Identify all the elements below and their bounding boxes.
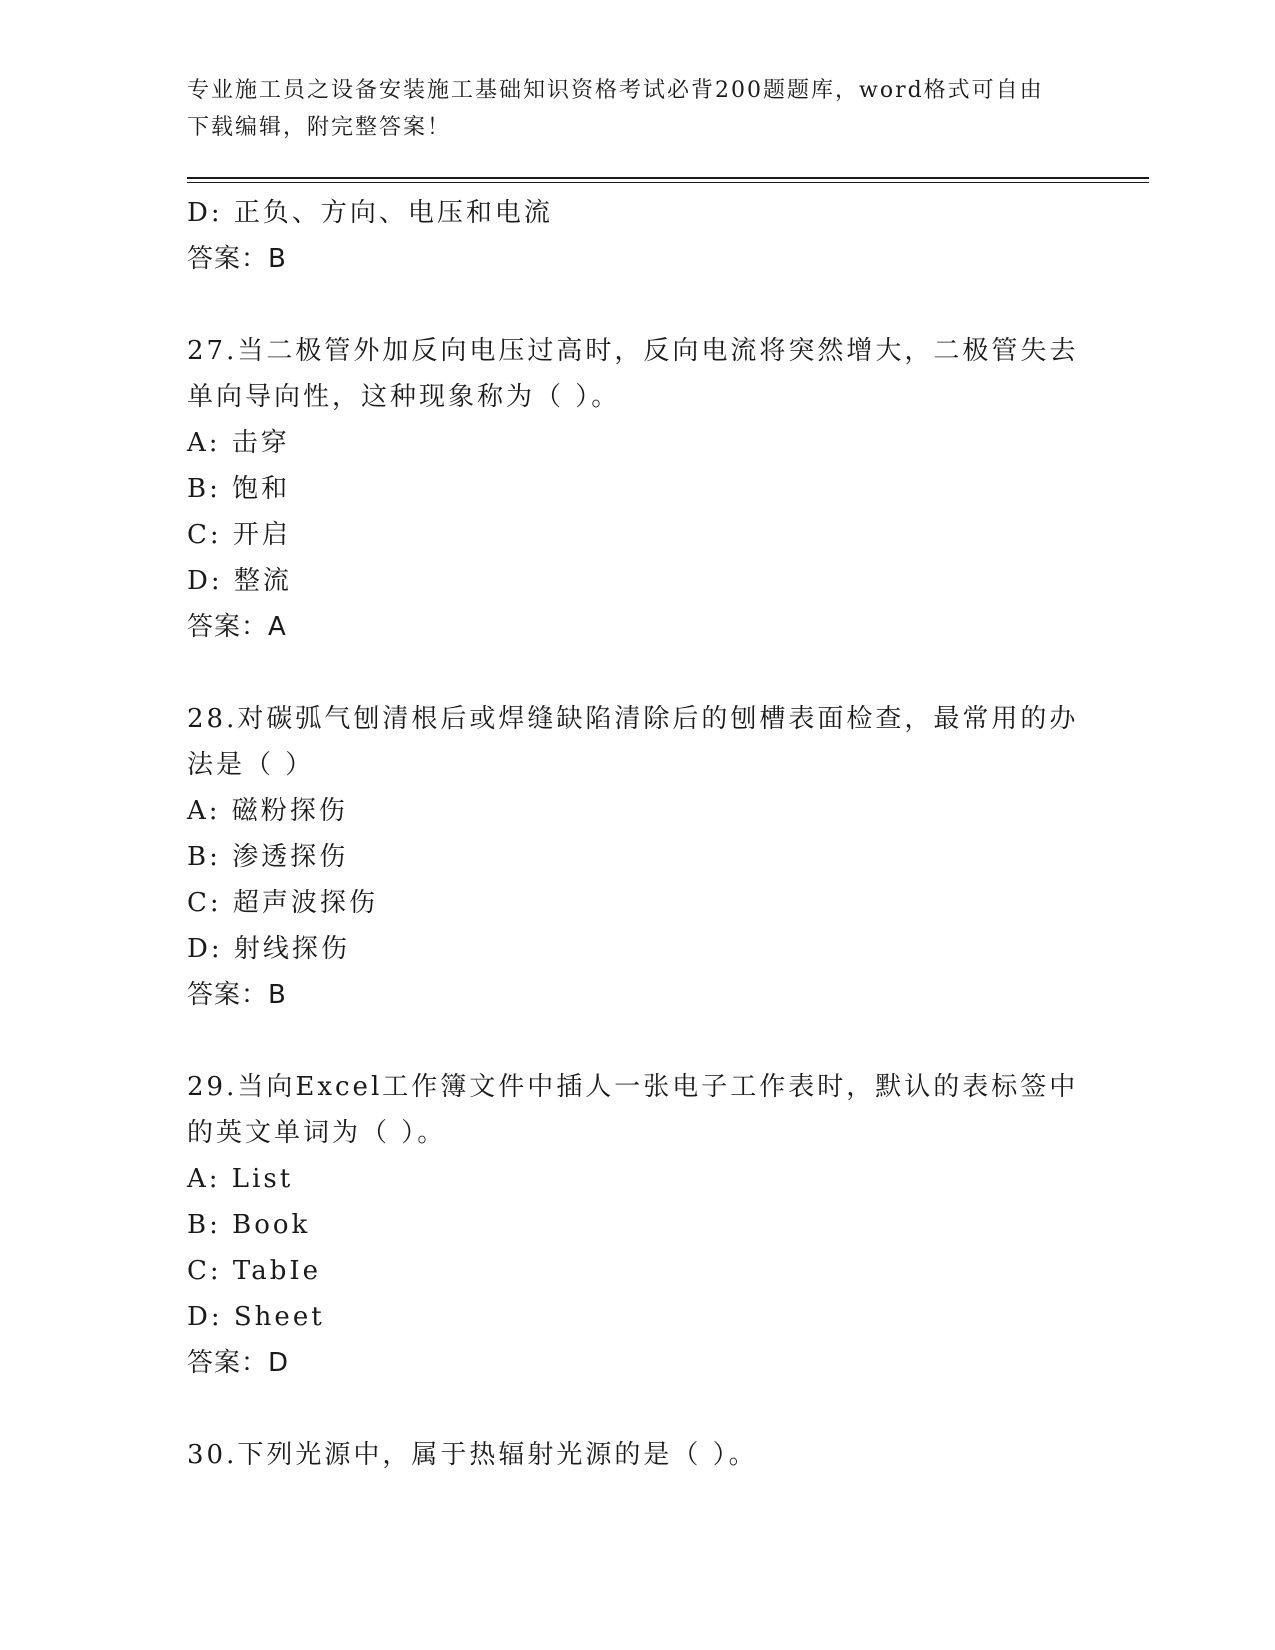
question-28 [187,696,1087,1018]
spacer [187,282,1087,328]
question-29 [187,1064,1087,1386]
header-divider-thin [187,182,1149,183]
question-27 [187,328,1087,650]
header-divider-thick [187,177,1149,179]
question-stem: 29.当向Excel工作簿文件中插人一张电子工作表时，默认的表标签中 [187,1072,1079,1102]
option-b: B: 渗透探伤 [187,842,349,872]
spacer [187,650,1087,696]
option-d: D: 射线探伤 [187,934,350,964]
header-line-2: 下载编辑，附完整答案！ [187,115,452,140]
option-d: D: 正负、方向、电压和电流 [187,198,553,228]
option-c: C: 超声波探伤 [187,888,378,918]
answer-line: 答案：B [187,244,287,274]
question-stem: 28.对碳弧气刨清根后或焊缝缺陷清除后的刨槽表面检查，最常用的办 [187,704,1079,734]
question-stem: 27.当二极管外加反向电压过高时，反向电流将突然增大，二极管失去 [187,336,1079,366]
option-d: D: 整流 [187,566,292,596]
document-body [187,190,1087,1478]
question-30 [187,1432,1087,1478]
option-a: A: 磁粉探伤 [187,796,348,826]
option-d: D: Sheet [187,1302,325,1332]
option-b: B: Book [187,1210,311,1240]
option-a: A: 击穿 [187,428,290,458]
answer-line: 答案：B [187,980,287,1010]
spacer [187,1018,1087,1064]
question-stem-continued: 法是（ ） [187,750,315,780]
option-b: B: 饱和 [187,474,291,504]
answer-line: 答案：D [187,1348,290,1378]
answer-line: 答案：A [187,612,287,642]
question-stem-continued: 的英文单词为（ ）。 [187,1118,447,1148]
previous-question-tail [187,190,1087,282]
option-c: C: TabIe [187,1256,322,1286]
header-line-1: 专业施工员之设备安装施工基础知识资格考试必背200题题库，word格式可自由 [187,78,1044,103]
question-stem-continued: 单向导向性，这种现象称为（ ）。 [187,382,621,412]
option-a: A: List [187,1164,294,1194]
question-stem: 30.下列光源中，属于热辐射光源的是（ ）。 [187,1440,758,1470]
option-c: C: 开启 [187,520,291,550]
document-header [187,72,1067,146]
spacer [187,1386,1087,1432]
